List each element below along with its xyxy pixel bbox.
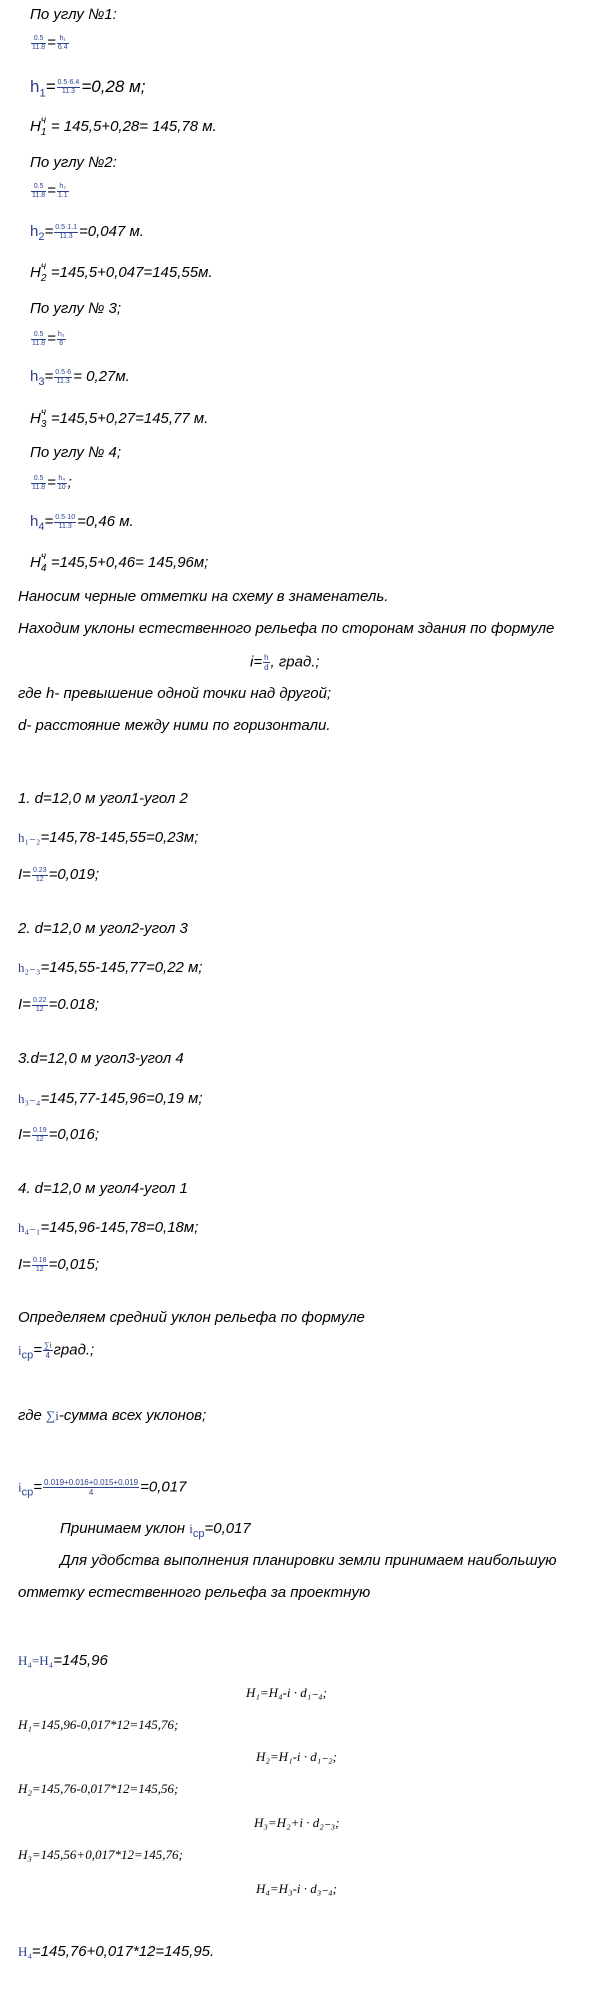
- side4-i: I= $\frac{0.18}{12}$ =0,015;: [18, 1256, 100, 1273]
- angle3-h-formula: $h_3=$ $\frac{0.5\cdot 6}{11.3}$ = 0,27м.: [30, 368, 130, 388]
- angle2-title: По углу №2:: [30, 154, 117, 171]
- side4-title: 4. d=12,0 м угол4-угол 1: [18, 1180, 188, 1197]
- angle2-H-formula: H ч 2 =145,5+0,047=145,55м.: [30, 261, 213, 284]
- side3-h: h₃₋₄=145,77-145,96=0,19 м;: [18, 1090, 203, 1107]
- H2-computation: H₂=145,76-0,017*12=145,56;: [18, 1781, 179, 1796]
- H3-formula: H₃=H₂+i · d₂₋₃;: [254, 1815, 340, 1830]
- fraction: $\frac{0.5\cdot 6.4}{11.3}$: [57, 79, 80, 96]
- side4-h: h₄₋₁=145,96-145,78=0,18м;: [18, 1219, 199, 1236]
- avg-computation: $i_{ср}=$ $\frac{0.019+0.016+0.015+0.019}{4}$ =0,017: [18, 1478, 187, 1499]
- H4-computation: H₄=145,76+0,017*12=145,95.: [18, 1943, 215, 1960]
- side1-title: 1. d=12,0 м угол1-угол 2: [18, 790, 188, 807]
- angle3-proportion: $\frac{0.5}{11.8}$ = $\frac{\text{h₃}}{6}$: [32, 330, 65, 347]
- fraction: $\frac{\text{h₁}}{6.4}$: [57, 34, 68, 51]
- angle1-proportion: $\frac{0.5}{11.8}$ = $\frac{\text{h₁}}{6.4}$: [32, 34, 68, 51]
- angle1-h-formula: $h_1=$ $\frac{0.5\cdot 6.4}{11.3}$ =0,28 м;: [30, 77, 146, 100]
- fraction: $\frac{0.22}{12}$: [32, 996, 47, 1013]
- slope-formula: i= $\frac{h}{d}$ , град.;: [250, 653, 320, 672]
- side3-i: I= $\frac{0.19}{12}$ =0,016;: [18, 1126, 100, 1143]
- avg-formula: $i_{ср}=$ $\frac{\sum i}{4}$ град.;: [18, 1341, 95, 1362]
- angle3-H-formula: H ч 3 =145,5+0,27=145,77 м.: [30, 407, 209, 430]
- fraction: $\frac{0.5}{11.8}$: [32, 182, 46, 199]
- angle2-h-formula: $h_2=$ $\frac{0.5\cdot 1.1}{11.3}$ =0,047 м.: [30, 223, 144, 243]
- angle4-H-formula: H ч 4 =145,5+0,46= 145,96м;: [30, 551, 209, 574]
- side1-h: h₁₋₂=145,78-145,55=0,23м;: [18, 829, 199, 846]
- fraction: $\frac{0.5\cdot 1.1}{11.3}$: [55, 223, 78, 240]
- fraction: $\frac{0.5}{11.8}$: [32, 474, 46, 491]
- side3-title: 3.d=12,0 м угол3-угол 4: [18, 1050, 184, 1067]
- angle2-proportion: $\frac{0.5}{11.8}$ = $\frac{\text{h₂}}{1.1}$: [32, 182, 68, 199]
- angle4-title: По углу № 4;: [30, 444, 121, 461]
- H1-computation: H₁=145,96-0,017*12=145,76;: [18, 1717, 179, 1732]
- angle4-proportion: $\frac{0.5}{11.8}$ = $\frac{\text{h₄}}{10}$ ;: [32, 474, 72, 491]
- angle3-title: По углу № 3;: [30, 300, 121, 317]
- H4-initial: H₄=H₄=145,96: [18, 1652, 108, 1669]
- side2-i: I= $\frac{0.22}{12}$ =0.018;: [18, 996, 100, 1013]
- fraction: $\frac{h}{d}$: [264, 653, 269, 672]
- fraction: $\frac{\text{h₂}}{1.1}$: [57, 182, 68, 199]
- fraction: $\frac{0.19}{12}$: [32, 1126, 47, 1143]
- fraction: $\frac{0.5}{11.8}$: [32, 330, 46, 347]
- H1-formula: H₁=H₄-i · d₁₋₄;: [246, 1685, 328, 1700]
- side2-h: h₂₋₃=145,55-145,77=0,22 м;: [18, 959, 203, 976]
- side2-title: 2. d=12,0 м угол2-угол 3: [18, 920, 188, 937]
- paragraph-avg: Определяем средний уклон рельефа по формуле: [18, 1309, 365, 1326]
- H2-formula: H₂=H₁-i · d₁₋₂;: [256, 1749, 338, 1764]
- fraction: $\frac{\text{h₄}}{10}$: [57, 474, 66, 491]
- H3-computation: H₃=145,56+0,017*12=145,76;: [18, 1847, 183, 1862]
- paragraph-marks: Наносим черные отметки на схему в знаменатель.: [18, 588, 389, 605]
- angle1-title: По углу №1:: [30, 6, 117, 23]
- side1-i: I= $\frac{0.23}{12}$ =0,019;: [18, 866, 100, 883]
- paragraph-convenience-1: Для удобства выполнения планировки земли принимаем наибольшую: [60, 1552, 557, 1569]
- paragraph-where-d: d- расстояние между ними по горизонтали.: [18, 717, 331, 734]
- fraction: $\frac{0.18}{12}$: [32, 1256, 47, 1273]
- fraction: $\frac{0.5}{11.8}$: [32, 34, 46, 51]
- H4-formula: H₄=H₃-i · d₃₋₄;: [256, 1881, 338, 1896]
- fraction: $\frac{0.5\cdot 10}{11.3}$: [55, 513, 76, 530]
- paragraph-convenience-2: отметку естественного рельефа за проектную: [18, 1584, 371, 1601]
- fraction: $\frac{0.23}{12}$: [32, 866, 47, 883]
- fraction: $\frac{\sum i}{4}$: [44, 1341, 52, 1360]
- paragraph-slopes: Находим уклоны естественного рельефа по сторонам здания по формуле: [18, 620, 555, 637]
- angle4-h-formula: $h_4=$ $\frac{0.5\cdot 10}{11.3}$ =0,46 м.: [30, 513, 134, 533]
- fraction: $\frac{\text{h₃}}{6}$: [57, 330, 65, 347]
- paragraph-where-sum: где ∑i-сумма всех уклонов;: [18, 1407, 207, 1424]
- fraction: $\frac{0.5\cdot 6}{11.3}$: [55, 368, 72, 385]
- paragraph-where-h: где h- превышение одной точки над другой;: [18, 685, 332, 702]
- accept-slope: Принимаем уклон $i_{ср}=0,017$: [60, 1520, 251, 1540]
- angle1-H-formula: H ч 1 = 145,5+0,28= 145,78 м.: [30, 115, 217, 138]
- fraction: $\frac{0.019+0.016+0.015+0.019}{4}$: [44, 1478, 139, 1497]
